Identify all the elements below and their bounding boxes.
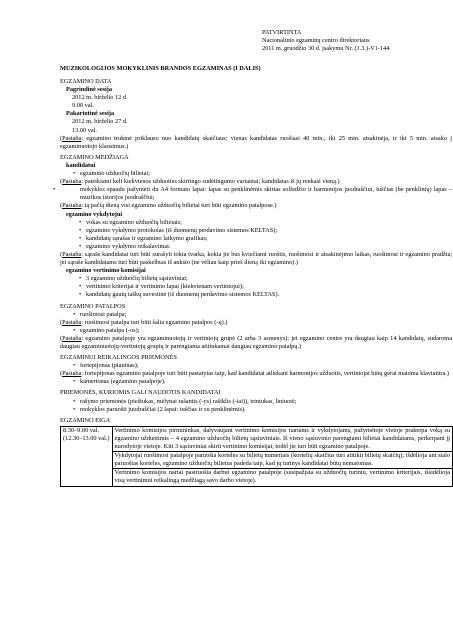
rooms-note-1: (Pastaba: ruošimosi patalpa turi būti šalia egzamino patalpos (-ų).): [60, 318, 228, 326]
list-item: • 3 egzamino užduočių bilietų sąsiuviniai;: [86, 275, 452, 283]
progress-step-2: Vykdytojai ruošimosi patalpoje paruošia korteles su bilietų numeriais (kortelių skaičius turi atitikti bilietų skaičių); išdėlioja ant stalo paruoštas korteles, egzamino užduočių bilietus padeda taip, kad jų turinys kandidatai būtų nematomas.: [112, 452, 452, 469]
candidates-list: [60, 170, 452, 178]
list-item: • kamertonas (egzamino patalpoje).: [80, 378, 452, 386]
tools-heading: EGZAMINUI REIKALINGOS PRIEMONĖS: [60, 354, 177, 362]
main-session-label: Pagrindinė sesija: [66, 86, 113, 94]
section-exam-progress: [60, 417, 452, 487]
list-item: • ruošimosi patalpa;: [80, 311, 452, 319]
supervisors-label: egzamino vykdytojui: [66, 210, 123, 218]
list-item: • rašymo priemonės (pieštukas, mėlynai rašantis (-ys) rašiklis (-iai)), trintukas, liniuotė;: [80, 398, 452, 406]
tools-list-2: [60, 378, 452, 386]
progress-step-3: Vertinimo komisijos nariai pasiruošia darbui egzamino patalpoje (susipažįsta su užduočių turiniu, vertinimo kriterijais, išsidėlioja visą vertinimui reikalingą medžiagą savo darbo vietoje).: [112, 469, 452, 486]
allowed-heading: PRIEMONĖS, KURIOMIS GALI NAUDOTIS KANDIDATAI: [60, 389, 221, 397]
approval-line-2: Nacionalinio egzaminų centro direktoriaus: [262, 37, 370, 45]
note-label: Pastaba: [62, 370, 82, 378]
note-label: Pastaba: [62, 250, 82, 258]
section-tools: [60, 354, 452, 386]
candidates-list-2: [60, 186, 452, 202]
tools-note: (Pastaba: fortepijonas egzamino patalpoje turi būti pastatytas taip, kad kandidatai atliekant harmonijos užduotis, vertintojai būtų gerai matoma klaviatūra.): [60, 370, 449, 378]
candidates-label: kandidatui: [66, 161, 96, 169]
list-item: • egzamino vykdymo protokolas (iš duomenų perdavimo sistemos KELTAS);: [86, 227, 452, 235]
document-title: MUZIKOLOGIJOS MOKYKLINIS BRANDOS EGZAMINAS (I DALIS): [60, 65, 261, 72]
section-allowed-tools: [60, 389, 452, 413]
section-rooms: [60, 303, 452, 352]
time-cell: [61, 426, 113, 486]
note-label: Pastaba: [62, 178, 82, 186]
list-item: • mokyklos spaudu pažymėti du A4 formato lapai: lapas su penklinėmis skirtas solfedžio ir harmonijos juodraščiui, tuščias (be penklinių) lapas – muzikos istorijos juodraščiui;: [60, 186, 452, 202]
list-item: • kandidatų sąrašas ir egzamino laikymo grafikas;: [86, 235, 452, 243]
progress-heading: EGZAMINO EIGA: [60, 416, 111, 424]
document-body: [60, 78, 452, 487]
main-session-date: 2012 m. birželio 12 d.: [72, 94, 128, 102]
rooms-list-1: [60, 311, 452, 319]
list-item: • vokas su egzamino užduočių bilietais;: [86, 219, 452, 227]
approval-line-1: PATVIRTINTA: [262, 29, 302, 36]
retake-session-time: 13.00 val.: [72, 126, 98, 134]
commission-label: egzamino vertinimo komisijai: [66, 267, 146, 275]
approval-block: [262, 29, 447, 53]
rooms-heading: EGZAMINO PATALPOS: [60, 302, 126, 310]
list-item: • egzamino vykdymo reikalavimai.: [86, 243, 452, 251]
note-label: Pastaba: [62, 202, 82, 210]
note-text: : egzamino patalpoje yra egzaminuotojų ir vertintojų grupė (2 arba 3 asmenys); jei egzamino centre yra daugiau kaip 14 kandidatų, sudaroma daugiau egzaminuotojų-vertintojų grupių ir parengiama atitinkamai daugiau egzamino patalpų.): [60, 334, 452, 350]
table-row: [61, 452, 453, 469]
main-session-time: 9.00 val.: [72, 102, 94, 110]
time-retake: (12.30–13.00 val.): [63, 434, 110, 442]
materials-heading: EGZAMINO MEDŽIAGA: [60, 153, 129, 161]
table-row: [61, 469, 453, 486]
candidates-note: (Pastaba: pateikiami keli kiekvienos užduoties skirtingo sudėtingumo variantai; kandidatas iš jų renkasi vieną.): [60, 178, 340, 186]
approval-line-3: 2011 m. gruodžio 30 d. įsakymu Nr. (1.3.)-V1-144: [262, 45, 390, 53]
exam-date-heading: EGZAMINO DATA: [60, 78, 112, 85]
rooms-list-2: [60, 327, 452, 335]
note-label: Pastaba: [62, 134, 82, 142]
list-item: • egzamino užduočių bilietai;: [80, 170, 452, 178]
note-text: : tą pačią dieną visi egzamino užduočių bilietai turi būti egzamino patalpose.): [81, 202, 277, 210]
note-text: : fortepijonas egzamino patalpoje turi būti pastatytas taip, kad kandidatai atliekant harmonijos užduotis, vertintojai būtų gerai matoma klaviatūra.): [81, 370, 449, 378]
note-text: : sąraše kandidatai turi būti surašyti tokia tvarka, kokia jie bus kviečiami ruoštis, ruošimosi ir atsakinėjimo laikas, ruošimosi ir egzamino pradžia; jei sąraše kandidatams turi būti paskelbtas iš anksto (ne vėliau kaip prieš dieną iki egzamino).): [60, 250, 452, 267]
candidates-note-2: (Pastaba: tą pačią dieną visi egzamino užduočių bilietai turi būti egzamino patalpose.): [60, 202, 277, 210]
retake-session-date: 2012 m. birželio 27 d.: [72, 118, 128, 126]
tools-list-1: [60, 362, 452, 370]
list-item: • fortepijonas (pianinas);: [80, 362, 452, 370]
note-text: : egzamino trukmė priklauso nuo kandidatų skaičiaus: vienas kandidatas ruošiasi 40 min., iki 25 min. atsakinėja, ir iki 5 min. atsako į egzaminuotojo klausimus.): [60, 134, 452, 150]
supervisors-note: (Pastaba: sąraše kandidatai turi būti surašyti tokia tvarka, kokia jie bus kviečiami ruoštis, ruošimosi ir atsakinėjimo laikas, ruošimosi ir egzamino pradžia; jei sąraše kandidatams turi būti paskelbtas iš anksto (ne vėliau kaip prieš dieną iki egzamino).): [60, 250, 452, 267]
progress-table: [60, 426, 453, 487]
list-item: • egzamino patalpa (-os);: [80, 327, 452, 335]
note-text: : pateikiami keli kiekvienos užduoties skirtingo sudėtingumo variantai; kandidatas iš jų renkasi vieną.): [81, 178, 340, 186]
list-item: • kandidatų gautų taškų suvestinė (iš duomenų perdavimo sistemos KELTAS).: [86, 291, 452, 299]
table-row: [61, 426, 453, 451]
commission-list: [60, 275, 452, 299]
note-label: Pastaba: [62, 334, 82, 342]
list-item: • vertinimo kriterijai ir vertinimo lapai (kiekvienam vertintojui);: [86, 283, 452, 291]
section-exam-date: [60, 78, 452, 151]
rooms-note-2: (Pastaba: egzamino patalpoje yra egzaminuotojų ir vertintojų grupė (2 arba 3 asmenys); jei egzamino centre yra daugiau kaip 14 kandidatų, sudaroma daugiau egzaminuotojų-vertintojų grupių ir parengiama atitinkamai daugiau egzamino patalpų.): [60, 334, 452, 350]
date-note: (Pastaba: egzamino trukmė priklauso nuo kandidatų skaičiaus: vienas kandidatas ruošiasi 40 min., iki 25 min. atsakinėja, ir iki 5 min. atsako į egzaminuotojo klausimus.): [60, 134, 452, 150]
note-text: : ruošimosi patalpa turi būti šalia egzamino patalpos (-ų).): [81, 318, 228, 326]
supervisors-list: [60, 219, 452, 251]
list-item: • mokyklos paruošti juodraščiai (2 lapai: tuščias ir su penklinėmis).: [80, 406, 452, 414]
progress-step-1: Vertinimo komisijos pirmininkas, dalyvaujant vertinimo komisijos nariams ir vykdytojams, pažymėtoje vietoje prakerpa voką su egzamino užduotimis – 4 egzamino užduočių bilietų sąsiuviniais. Iš vieno sąsiuvinio parengiami bilietai kandidatams, perkerpant jį nurodytoje vietoje. Kiti 3 sąsiuviniai skirti vertinimo komisijai, todėl jie turi būti egzamino patalpoje.: [112, 426, 452, 451]
note-label: Pastaba: [62, 318, 82, 326]
allowed-list: [60, 398, 452, 414]
retake-session-label: Pakartotinė sesija: [66, 110, 115, 118]
time-main: 8.30–9.00 val.: [63, 426, 100, 434]
section-materials: [60, 154, 452, 300]
